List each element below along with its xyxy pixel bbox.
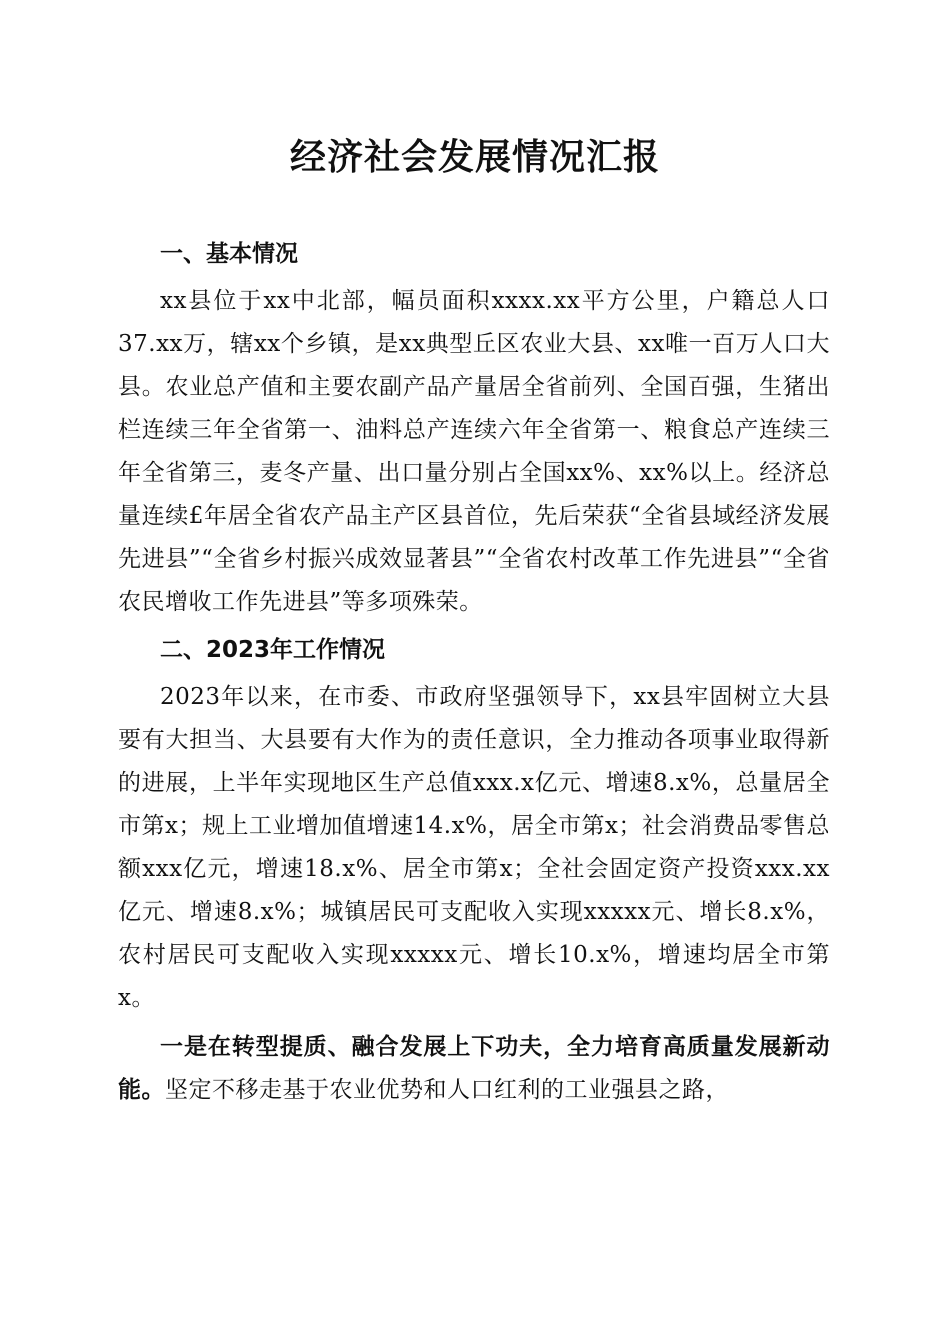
section-heading-basic: 一、基本情况 (160, 241, 298, 267)
section-paragraph-basic: xx县位于xx中北部，幅员面积xxxx.xx平方公里，户籍总人口37.xx万，辖xx个乡镇，是xx典型丘区农业大县、xx唯一百万人口大县。农业总产值和主要农副产品产量居全省前列、全国百强，生猪出栏连续三年全省第一、油料总产连续六年全省第一、粮食总产连续三年全省第三，麦冬产量、出口量分别占全国xx%、xx%以上。经济总量连续£年居全省农产品主产区县首位，先后荣获“全省县域经济发展先进县”“全省乡村振兴成效显著县”“全省农村改革工作先进县”“全省农民增收工作先进县”等多项殊荣。 (118, 288, 830, 615)
item-one-lead: 一是在转型提质、融合发展上下功夫，全力培育高质量发展新动能。 (118, 1034, 830, 1103)
section-heading-work-2023: 二、2023年工作情况 (160, 637, 386, 663)
document-title: 经济社会发展情况汇报 (289, 137, 660, 178)
item-one-text: 坚定不移走基于农业优势和人口红利的工业强县之路， (165, 1077, 729, 1103)
document-body (118, 234, 830, 1118)
section-paragraph-work-2023: 2023年以来，在市委、市政府坚强领导下，xx县牢固树立大县要有大担当、大县要有大作为的责任意识，全力推动各项事业取得新的进展，上半年实现地区生产总值xxx.x亿元、增速8.x%，总量居全市第x；规上工业增加值增速14.x%，居全市第x；社会消费品零售总额xxx亿元，增速18.x%、居全市第x；全社会固定资产投资xxx.xx亿元、增速8.x%；城镇居民可支配收入实现xxxxx元、增长8.x%，农村居民可支配收入实现xxxxx元、增长10.x%，增速均居全市第x。 (118, 684, 830, 1011)
item-one-paragraph (118, 1026, 830, 1112)
